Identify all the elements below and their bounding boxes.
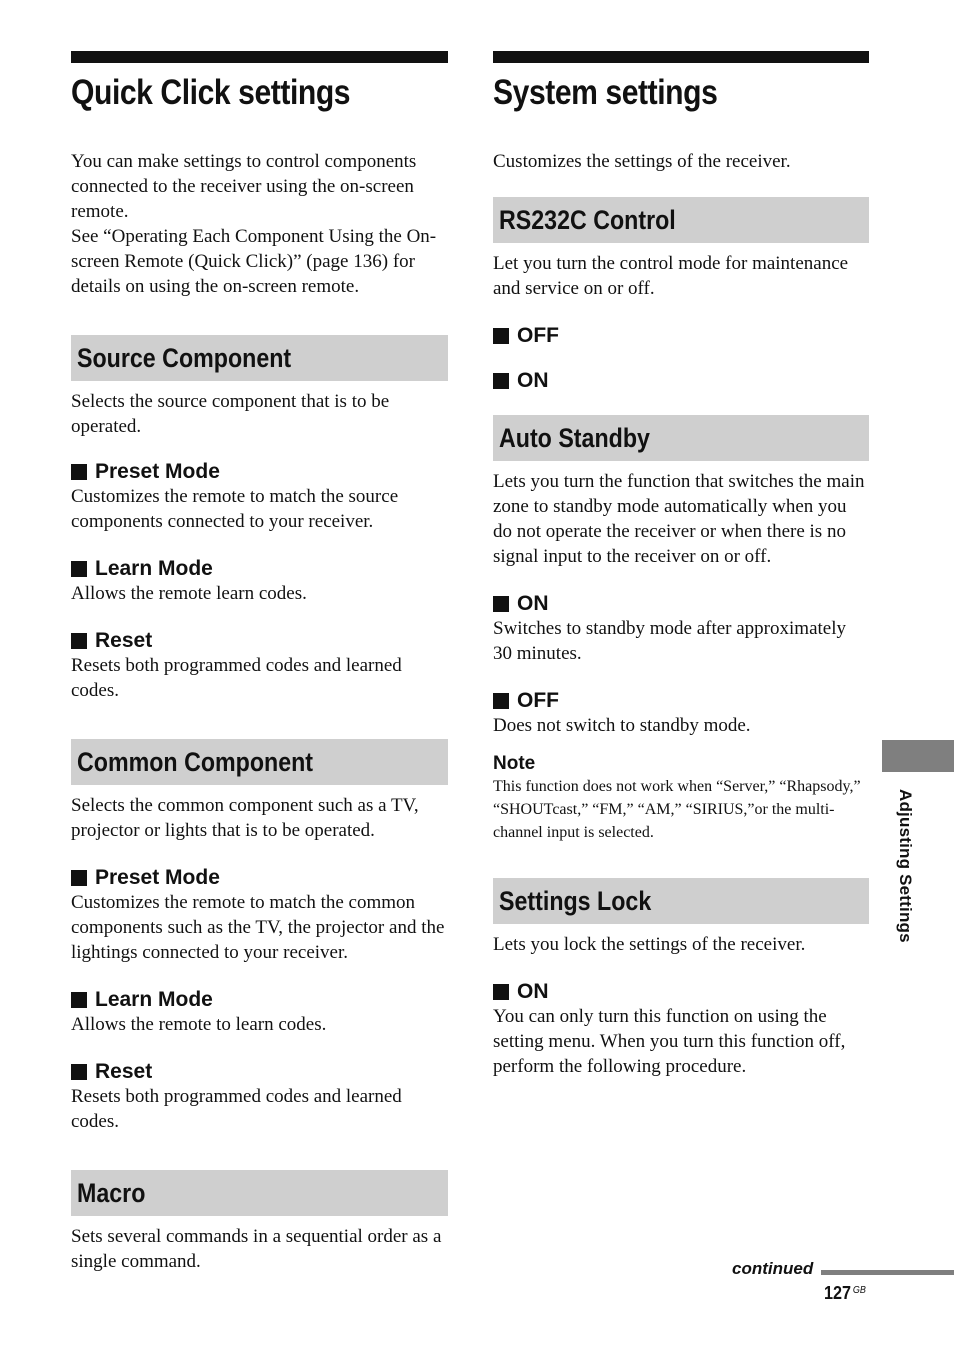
square-bullet-icon: [493, 328, 509, 344]
item-heading: ON: [493, 980, 869, 1004]
item-text: Switches to standby mode after approximately 30 minutes.: [493, 618, 846, 664]
item-text: Allows the remote learn codes.: [71, 583, 307, 604]
note-text: This function does not work when “Server,” “Rhapsody,” “SHOUTcast,” “FM,” “AM,” “SIRIUS,”or the multi-channel input is selected.: [493, 778, 861, 841]
square-bullet-icon: [71, 992, 87, 1008]
square-bullet-icon: [71, 1064, 87, 1080]
section-settings-lock: [493, 878, 869, 924]
page-number: 127 $^{GB}$: [824, 1283, 866, 1303]
item-heading: Preset Mode: [71, 460, 448, 484]
item-heading: Learn Mode: [71, 988, 448, 1012]
settings-lock-desc: Lets you lock the settings of the receiver.: [493, 934, 806, 955]
square-bullet-icon: [493, 373, 509, 389]
section-heading: Common Component: [77, 746, 314, 777]
item-heading: Learn Mode: [71, 557, 448, 581]
item-heading: Reset: [71, 1060, 448, 1084]
square-bullet-icon: [493, 596, 509, 612]
side-tab-marker: [882, 740, 954, 772]
item-heading: OFF: [493, 324, 869, 348]
item-heading: OFF: [493, 689, 869, 713]
page-suffix: GB: [852, 1285, 866, 1296]
section-macro: [71, 1170, 448, 1216]
rs232c-desc: Let you turn the control mode for maintenance and service on or off.: [493, 253, 849, 299]
auto-standby-desc: Lets you turn the function that switches the main zone to standby mode automatically when you do not operate the receiver or when there is no signal input to the receiver on or off.: [493, 471, 865, 567]
item-text: Customizes the remote to match the source components connected to your receiver.: [71, 486, 399, 532]
item-text: You can only turn this function on using the setting menu. When you turn this function off, perform the following procedure.: [493, 1006, 846, 1077]
title-rule: [71, 51, 448, 63]
page-title-quick-click: Quick Click settings: [71, 73, 351, 112]
section-heading: Auto Standby: [499, 422, 650, 453]
left-column: [71, 51, 448, 1274]
continued-rule: [821, 1270, 954, 1275]
macro-desc: Sets several commands in a sequential order as a single command.: [71, 1226, 442, 1272]
quick-click-intro-reference: See “Operating Each Component Using the On-screen Remote (Quick Click)” (page 136) for details on using the on-screen remote.: [71, 226, 437, 297]
section-heading: RS232C Control: [499, 204, 676, 235]
source-component-desc: Selects the source component that is to be operated.: [71, 391, 390, 437]
title-rule: [493, 51, 869, 63]
section-heading: Source Component: [77, 342, 292, 373]
square-bullet-icon: [71, 561, 87, 577]
item-text: Does not switch to standby mode.: [493, 715, 751, 736]
note-heading: Note: [493, 753, 536, 774]
item-heading: Preset Mode: [71, 866, 448, 890]
quick-click-intro: You can make settings to control components connected to the receiver using the on-screen remote.: [71, 151, 417, 222]
side-tab-label: Adjusting Settings: [896, 789, 915, 943]
square-bullet-icon: [71, 464, 87, 480]
section-rs232c-control: [493, 197, 869, 243]
page-title-system-settings: System settings: [493, 73, 718, 112]
square-bullet-icon: [71, 633, 87, 649]
system-settings-intro: Customizes the settings of the receiver.: [493, 151, 791, 172]
square-bullet-icon: [71, 870, 87, 886]
square-bullet-icon: [493, 984, 509, 1000]
section-source-component: [71, 335, 448, 381]
section-heading: Settings Lock: [499, 885, 652, 916]
item-text: Customizes the remote to match the common components such as the TV, the projector and the lightings connected to your receiver.: [71, 892, 445, 963]
right-column: [493, 51, 869, 1079]
item-text: Resets both programmed codes and learned codes.: [71, 655, 402, 701]
section-heading: Macro: [77, 1177, 146, 1208]
item-heading: ON: [493, 369, 869, 393]
section-common-component: [71, 739, 448, 785]
common-component-desc: Selects the common component such as a TV, projector or lights that is to be operated.: [71, 795, 419, 841]
item-text: Resets both programmed codes and learned codes.: [71, 1086, 402, 1132]
item-heading: ON: [493, 592, 869, 616]
continued-label: continued: [732, 1259, 814, 1278]
section-auto-standby: [493, 415, 869, 461]
square-bullet-icon: [493, 693, 509, 709]
item-heading: Reset: [71, 629, 448, 653]
item-text: Allows the remote to learn codes.: [71, 1014, 327, 1035]
